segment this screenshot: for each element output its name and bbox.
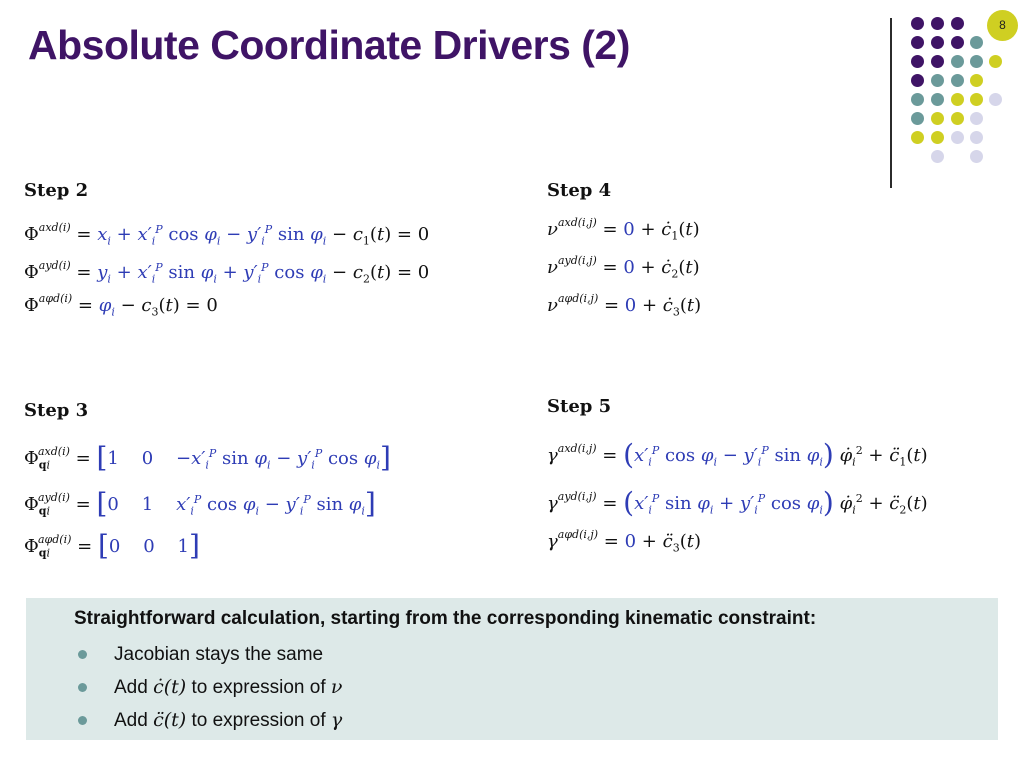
decorative-dot: [931, 74, 944, 87]
decorative-dot: [911, 17, 924, 30]
decorative-dot: [931, 36, 944, 49]
step-3-heading: Step 3: [24, 400, 89, 421]
decorative-dot: [951, 93, 964, 106]
step-5-equation-1: $\gamma^{axd(i,j)} = (x'_i^P$ $\cos \varphi_i - y'_i^P$ $\sin \varphi_i$) $\varphi̇_i^2$ + $c̈_1(t)$: [547, 438, 928, 471]
step-4-equation-2: $\nu^{ayd(i,j)} = 0$ + $ċ_2(t)$: [547, 254, 700, 281]
decorative-dot: [911, 55, 924, 68]
decorative-dot: [931, 131, 944, 144]
bullet-dot-icon: [78, 650, 87, 659]
decorative-dot: [951, 17, 964, 30]
decorative-dot: [951, 112, 964, 125]
decorative-dot: [970, 112, 983, 125]
summary-box: [26, 598, 998, 740]
divider-line: [890, 18, 892, 188]
step-3-equation-3: $\Phi_{qi}^{a\varphi d(i)} = [0$ 0 1]: [24, 529, 200, 562]
decorative-dot: [951, 36, 964, 49]
step-2-heading: Step 2: [24, 180, 89, 201]
decorative-dot: [970, 36, 983, 49]
bullet-item: Add ċ(t) to expression of ν: [74, 671, 342, 704]
step-2-equation-2: $\Phi^{ayd(i)} = y_i + x'_i^P$ $\sin \varphi_i + y'_i^P$ $\cos \varphi_i - c_2(t) = 0$: [24, 259, 430, 286]
decorative-dot: [931, 112, 944, 125]
step-4-block: [547, 180, 701, 325]
step-2-block: [24, 180, 429, 325]
summary-bullet-list: [74, 638, 342, 737]
step-5-heading: Step 5: [547, 396, 612, 417]
bullet-dot-icon: [78, 683, 87, 692]
decorative-dot: [911, 93, 924, 106]
decorative-dot: [911, 74, 924, 87]
decorative-dot: [970, 150, 983, 163]
decorative-dot-grid: [0, 0, 1024, 170]
slide-title: Absolute Coordinate Drivers (2): [28, 22, 630, 68]
step-5-equation-3: $\gamma^{a\varphi d(i,j)} = 0$ + $c̈_3(t)$: [547, 528, 701, 555]
decorative-dot: [911, 112, 924, 125]
step-4-equation-3: $\nu^{a\varphi d(i,j)} = 0$ + $ċ_3(t)$: [547, 292, 702, 319]
decorative-dot: [989, 55, 1002, 68]
step-3-block: [24, 400, 391, 569]
decorative-dot: [970, 93, 983, 106]
decorative-dot: [931, 55, 944, 68]
summary-heading: Straightforward calculation, starting from the corresponding kinematic constraint:: [74, 608, 817, 629]
page-number-badge: 8: [987, 10, 1018, 41]
step-2-equation-3: $\Phi^{a\varphi d(i)} = \varphi_i - c_3(t) = 0$: [24, 292, 218, 319]
bullet-item: Add c̈(t) to expression of γ: [74, 704, 342, 737]
bullet-item: Jacobian stays the same: [74, 638, 342, 671]
step-4-heading: Step 4: [547, 180, 612, 201]
decorative-dot: [989, 93, 1002, 106]
decorative-dot: [911, 131, 924, 144]
bullet-dot-icon: [78, 716, 87, 725]
decorative-dot: [970, 131, 983, 144]
step-5-block: [547, 396, 928, 561]
decorative-dot: [931, 93, 944, 106]
step-5-equation-2: $\gamma^{ayd(i,j)} = (x'_i^P$ $\sin \varphi_i + y'_i^P$ $\cos \varphi_i$) $\varphi̇_i^2$ + $c̈_2(t)$: [547, 486, 928, 519]
decorative-dot: [970, 55, 983, 68]
decorative-dot: [931, 17, 944, 30]
step-3-equation-2: $\Phi_{qi}^{ayd(i)} = [0$ 1 $x'_i^P$ $\cos \varphi_i - y'_i^P$ $\sin \varphi_i$]: [24, 487, 376, 520]
step-2-equation-1: $\Phi^{axd(i)} = x_i + x'_i^P$ $\cos \varphi_i - y'_i^P$ $\sin \varphi_i - c_1(t) = 0$: [24, 221, 430, 248]
decorative-dot: [951, 131, 964, 144]
step-3-equation-1: $\Phi_{qi}^{axd(i)} = [1$ 0 $-x'_i^P$ $\sin \varphi_i - y'_i^P$ $\cos \varphi_i$]: [24, 441, 391, 474]
decorative-dot: [911, 36, 924, 49]
decorative-dot: [951, 55, 964, 68]
decorative-dot: [931, 150, 944, 163]
decorative-dot: [970, 74, 983, 87]
step-4-equation-1: $\nu^{axd(i,j)} = 0$ + $ċ_1(t)$: [547, 216, 700, 243]
decorative-dot: [951, 74, 964, 87]
